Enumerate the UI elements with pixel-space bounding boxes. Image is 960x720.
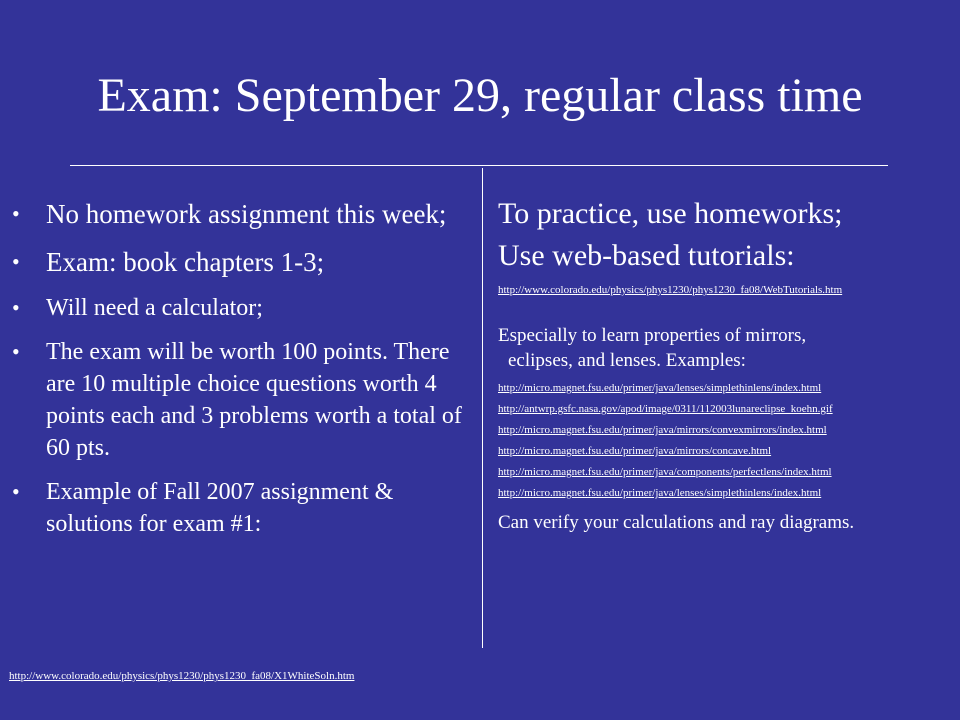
column-divider <box>482 168 483 648</box>
example-link[interactable]: http://micro.magnet.fsu.edu/primer/java/components/perfectlens/index.html <box>498 466 832 478</box>
especially-line-1: Especially to learn properties of mirrors, <box>498 325 807 346</box>
right-column <box>498 196 953 535</box>
tutorials-text: Use web-based tutorials: <box>498 239 795 272</box>
verify-text: Can verify your calculations and ray diagrams. <box>498 512 855 533</box>
example-link[interactable]: http://micro.magnet.fsu.edu/primer/java/mirrors/concave.html <box>498 445 772 457</box>
bullet-icon: • <box>12 295 20 320</box>
list-item <box>12 476 482 540</box>
title-divider <box>70 165 888 166</box>
exam-solutions-link[interactable]: http://www.colorado.edu/physics/phys1230/phys1230_fa08/X1WhiteSoln.htm <box>9 670 355 682</box>
web-tutorials-link[interactable]: http://www.colorado.edu/physics/phys1230/phys1230_fa08/WebTutorials.htm <box>498 284 843 296</box>
practice-text: To practice, use homeworks; <box>498 197 843 230</box>
example-link[interactable]: http://antwrp.gsfc.nasa.gov/apod/image/0311/112003lunareclipse_koehn.gif <box>498 403 833 415</box>
bullet-icon: • <box>12 201 20 226</box>
list-item <box>12 244 482 280</box>
list-item <box>12 336 482 464</box>
example-links <box>498 378 953 504</box>
bullet-icon: • <box>12 339 20 364</box>
list-item-text: Will need a calculator; <box>46 295 263 321</box>
list-item-text: The exam will be worth 100 points. There are 10 multiple choice questions worth 4 points each and 3 problems worth a total of 60 pts. <box>46 339 462 461</box>
especially-line-2: eclipses, and lenses. Examples: <box>508 350 746 371</box>
list-item <box>12 196 482 232</box>
example-link[interactable]: http://micro.magnet.fsu.edu/primer/java/lenses/simplethinlens/index.html <box>498 487 822 499</box>
list-item-text: Example of Fall 2007 assignment & solutions for exam #1: <box>46 479 394 537</box>
bullet-list <box>12 196 482 540</box>
list-item-text: No homework assignment this week; <box>46 199 447 229</box>
list-item-text: Exam: book chapters 1-3; <box>46 247 325 277</box>
slide-title: Exam: September 29, regular class time <box>97 69 863 122</box>
left-column <box>12 196 482 552</box>
example-link[interactable]: http://micro.magnet.fsu.edu/primer/java/mirrors/convexmirrors/index.html <box>498 424 827 436</box>
bullet-icon: • <box>12 479 20 504</box>
especially-text <box>498 323 953 373</box>
list-item <box>12 292 482 324</box>
bullet-icon: • <box>12 249 20 274</box>
example-link[interactable]: http://micro.magnet.fsu.edu/primer/java/lenses/simplethinlens/index.html <box>498 382 822 394</box>
